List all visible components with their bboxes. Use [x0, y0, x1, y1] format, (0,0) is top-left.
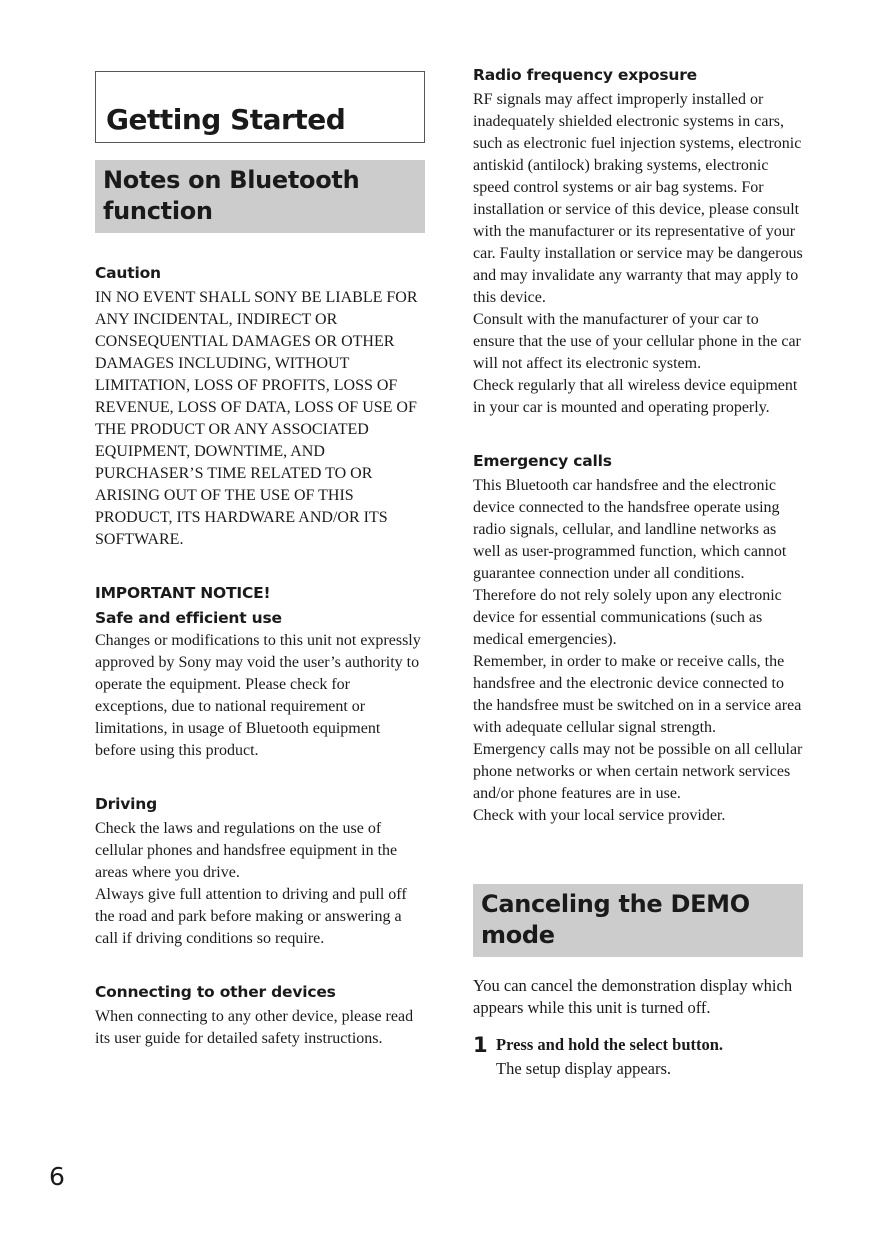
paragraph: RF signals may affect improperly installed or inadequately shielded electronic systems in cars, such as electronic fuel injection systems, electronic antiskid (antilock) braking systems, electronic speed control systems or air bag systems. For installation or service of this device, please consult with the manufacturer or its representative of your car. Faulty installation or service may be dangerous and may invalidate any warranty that may apply to this device. — [473, 91, 803, 306]
paragraph: Check with your local service provider. — [473, 807, 726, 824]
emergency-block — [473, 450, 803, 827]
page-number: 6 — [49, 1162, 65, 1191]
paragraph: Emergency calls may not be possible on all cellular phone networks or when certain network services and/or phone features are in use. — [473, 741, 803, 802]
caution-block — [95, 262, 425, 551]
paragraph: Therefore do not rely solely upon any electronic device for essential communications (such as medical emergencies). — [473, 587, 782, 648]
demo-intro: You can cancel the demonstration display which appears while this unit is turned off. — [473, 976, 793, 1017]
paragraph: Consult with the manufacturer of your car to ensure that the use of your cellular phone in the car will not affect its electronic system. — [473, 311, 801, 372]
step-description: The setup display appears. — [496, 1059, 672, 1078]
section-header-demo — [473, 884, 803, 957]
safe-use-text: Changes or modifications to this unit not expressly approved by Sony may void the user’s authority to operate the equipment. Please check for exceptions, due to national requirement or limitations, in usage of Bluetooth equipment before using this product. — [95, 632, 421, 759]
step-content — [496, 1033, 723, 1081]
paragraph: This Bluetooth car handsfree and the electronic device connected to the handsfree operate using radio signals, cellular, and landline networks as well as user-programmed function, which cannot guarantee connection under all conditions. — [473, 477, 787, 582]
emergency-heading: Emergency calls — [473, 452, 612, 470]
driving-block — [95, 793, 425, 950]
radio-heading: Radio frequency exposure — [473, 66, 697, 84]
radio-text — [473, 89, 803, 419]
paragraph: Check regularly that all wireless device equipment in your car is mounted and operating properly. — [473, 377, 798, 416]
driving-text — [95, 818, 425, 950]
connecting-block — [95, 981, 425, 1050]
emergency-text — [473, 475, 803, 827]
caution-text: IN NO EVENT SHALL SONY BE LIABLE FOR ANY INCIDENTAL, INDIRECT OR CONSEQUENTIAL DAMAGES OR OTHER DAMAGES INCLUDING, WITHOUT LIMITATION, LOSS OF PROFITS, LOSS OF REVENUE, LOSS OF DATA, LOSS OF USE OF THE PRODUCT OR ANY ASSOCIATED EQUIPMENT, DOWNTIME, AND PURCHASER’S TIME RELATED TO OR ARISING OUT OF THE USE OF THIS PRODUCT, ITS HARDWARE AND/OR ITS SOFTWARE. — [95, 289, 418, 548]
right-column — [473, 64, 803, 1081]
paragraph: Check the laws and regulations on the use of cellular phones and handsfree equipment in the areas where you drive. — [95, 820, 398, 881]
radio-frequency-block — [473, 64, 803, 419]
safe-use-heading: Safe and efficient use — [95, 609, 282, 627]
driving-heading: Driving — [95, 795, 157, 813]
section-title: Notes on Bluetooth function — [103, 166, 360, 225]
section-header-bluetooth — [95, 160, 425, 233]
step-1 — [473, 1033, 803, 1081]
caution-heading: Caution — [95, 264, 161, 282]
chapter-title: Getting Started — [106, 103, 346, 136]
paragraph: Always give full attention to driving and pull off the road and park before making or answering a call if driving conditions so require. — [95, 886, 407, 947]
step-number: 1 — [473, 1033, 488, 1057]
left-column — [95, 71, 425, 1050]
important-notice-block — [95, 582, 425, 762]
connecting-heading: Connecting to other devices — [95, 983, 336, 1001]
step-title: Press and hold the select button. — [496, 1035, 724, 1054]
chapter-header — [95, 71, 425, 143]
connecting-text: When connecting to any other device, please read its user guide for detailed safety instructions. — [95, 1008, 414, 1047]
important-heading: IMPORTANT NOTICE! — [95, 584, 271, 602]
section-title: Canceling the DEMO mode — [481, 890, 750, 949]
paragraph: Remember, in order to make or receive calls, the handsfree and the electronic device connected to the handsfree must be switched on in a service area with adequate cellular signal strength. — [473, 653, 802, 736]
